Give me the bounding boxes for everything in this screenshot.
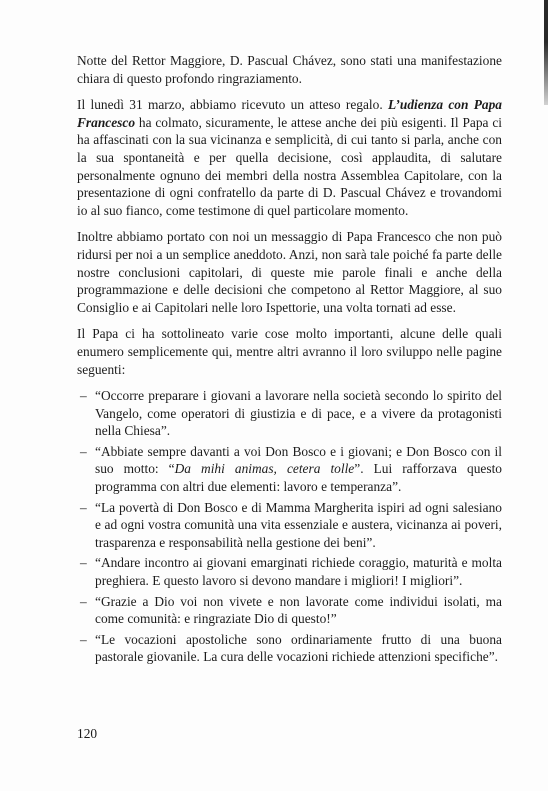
page-number: 120 [77,726,98,741]
paragraph-text: ha colmato, sicuramente, le attese anche dei più esigenti. Il Papa ci ha affascinati con la sua vicinanza e semplicità, di cui tanto si parla, anche con la sua spontaneità e per quella decisione, così applaudita, di salutare personalmente ognuno dei membri della nostra Assemblea Capitolare, con la presentazione di ogni confratello da parte di D. Pascual Chávez e trovandomi io al suo fianco, come testimone di quel particolare momento. [77,114,502,218]
list-item: – “Occorre preparare i giovani a lavorare nella società secondo lo spirito del Vangelo, come operatori di giustizia e di pace, e a vivere da protagonisti nella Chiesa”. [77,387,502,440]
paragraph: Notte del Rettor Maggiore, D. Pascual Chávez, sono stati una manifestazione chiara di questo profondo ringraziamento. [77,53,502,86]
paragraph-text: Il lunedì 31 marzo, abbiamo ricevuto un atteso regalo. [77,97,388,113]
list-item: – “Grazie a Dio voi non vivete e non lavorate come individui isolati, ma come comunità: e ringraziate Dio di questo!” [77,593,502,628]
scan-edge-mark [544,0,548,105]
list-item: – “Andare incontro ai giovani emarginati richiede coraggio, maturità e molta preghiera. E questo lavoro si devono mandare i migliori! I migliori”. [77,554,502,589]
list-item-text: “Abbiate sempre davanti a voi Don Bosco e i giovani; e Don Bosco con il suo motto: “ [95,443,502,477]
paragraph: Il Papa ci ha sottolineato varie cose molto importanti, alcune delle quali enumero semplicemente qui, mentre altri avranno il loro sviluppo nelle pagine seguenti: [77,326,502,377]
list-item: – “Le vocazioni apostoliche sono ordinariamente frutto di una buona pastorale giovanile. La cura delle vocazioni richiede attenzioni specifiche”. [77,631,502,666]
list-item: – “La povertà di Don Bosco e di Mamma Margherita ispiri ad ogni salesiano e ad ogni vostra comunità una vita essenziale e austera, vicinanza ai poveri, trasparenza e responsabilità nella gestione dei beni”. [77,499,502,552]
quote-list [77,387,502,666]
list-item [77,443,502,496]
list-item-text: ”. Lui rafforzava questo programma con altri due elementi: lavoro e temperanza”. [95,461,502,495]
paragraph: Inoltre abbiamo portato con noi un messaggio di Papa Francesco che non può ridursi per noi a un semplice aneddoto. Anzi, non sarà tale poiché fa parte delle nostre conclusioni capitolari, di queste mie parole finali e anche della programmazione e delle decisioni che competono al Rettor Maggiore, al suo Consiglio e ai Capitolari nelle loro Ispettorie, una volta tornati ad esse. [77,229,502,315]
paragraph [77,96,502,219]
page-body [77,52,502,669]
emphasis-text: L’udienza con Papa Francesco [77,97,502,130]
motto-text: Da mihi animas, cetera tolle [174,461,355,477]
